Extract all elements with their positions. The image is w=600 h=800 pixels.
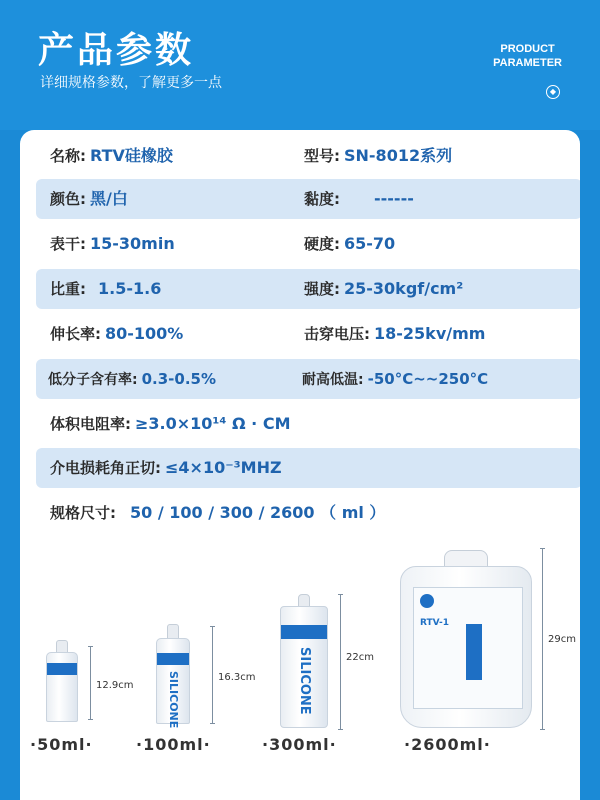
dimension-label: 22cm bbox=[346, 652, 374, 663]
param-value: RTV硅橡胶 bbox=[90, 146, 173, 165]
param-row bbox=[36, 448, 580, 488]
param-right bbox=[302, 359, 488, 399]
param-value: 25-30kgf/cm² bbox=[344, 279, 464, 298]
english-title-line1: PRODUCT bbox=[500, 43, 555, 55]
tube-body bbox=[46, 652, 78, 722]
param-left bbox=[50, 269, 161, 309]
param-right bbox=[304, 269, 463, 309]
product-300ml bbox=[280, 594, 328, 730]
param-right bbox=[304, 136, 452, 176]
param-row bbox=[36, 269, 580, 309]
param-row bbox=[36, 314, 580, 354]
param-value: ≥3.0×10¹⁴ Ω · CM bbox=[135, 414, 291, 433]
param-left bbox=[48, 359, 216, 399]
param-label: 体积电阻率: bbox=[50, 415, 131, 433]
product-sizes bbox=[0, 530, 600, 800]
english-title bbox=[493, 42, 562, 70]
page-subtitle: 详细规格参数，了解更多一点 bbox=[40, 75, 222, 91]
param-value: ------ bbox=[374, 189, 414, 208]
param-label: 击穿电压: bbox=[304, 325, 370, 343]
param-value: 65-70 bbox=[344, 234, 396, 253]
param-label: 型号: bbox=[304, 147, 340, 165]
size-label: ·100ml· bbox=[136, 735, 211, 754]
cartridge-body bbox=[280, 606, 328, 728]
dimension-label: 12.9cm bbox=[96, 680, 134, 691]
tube-text: SILICONE bbox=[167, 671, 180, 729]
tube-band bbox=[47, 663, 77, 675]
product-50ml bbox=[44, 640, 80, 724]
param-label: 比重: bbox=[50, 280, 86, 298]
param-row bbox=[36, 136, 580, 176]
param-label: 名称: bbox=[50, 147, 86, 165]
param-label: 介电损耗角正切: bbox=[50, 459, 161, 477]
param-right bbox=[304, 179, 414, 219]
param-label: 低分子含有率: bbox=[48, 372, 138, 388]
dimension-line bbox=[212, 626, 213, 724]
dimension-line bbox=[340, 594, 341, 730]
param-row bbox=[36, 179, 580, 219]
product-2600ml bbox=[400, 550, 532, 730]
size-label: ·50ml· bbox=[30, 735, 93, 754]
tube-band bbox=[157, 653, 189, 665]
param-left bbox=[50, 224, 175, 264]
param-left bbox=[50, 314, 183, 354]
param-value: 50 / 100 / 300 / 2600 （ ml ） bbox=[130, 503, 386, 522]
bottle-label-band bbox=[466, 624, 482, 680]
size-label: ·2600ml· bbox=[404, 735, 491, 754]
product-100ml bbox=[156, 624, 190, 729]
dimension-label: 29cm bbox=[548, 634, 576, 645]
param-left bbox=[50, 404, 291, 444]
param-label: 耐高低温: bbox=[302, 372, 364, 388]
param-label: 强度: bbox=[304, 280, 340, 298]
param-row bbox=[36, 404, 580, 444]
param-label: 黏度: bbox=[304, 190, 340, 208]
param-right bbox=[304, 224, 395, 264]
dimension-line bbox=[90, 646, 91, 720]
param-value: 80-100% bbox=[105, 324, 184, 343]
param-value: ≤4×10⁻³MHZ bbox=[165, 458, 282, 477]
param-value: 18-25kv/mm bbox=[374, 324, 486, 343]
bottle-body bbox=[400, 566, 532, 728]
param-row bbox=[36, 359, 580, 399]
param-right bbox=[304, 314, 485, 354]
page-title: 产品参数 bbox=[38, 30, 195, 71]
param-value: 黑/白 bbox=[90, 189, 128, 208]
bottle-label-text: RTV-1 bbox=[420, 618, 449, 628]
bottle-label bbox=[413, 587, 523, 709]
tube-body bbox=[156, 638, 190, 729]
param-row bbox=[36, 224, 580, 264]
param-value: 1.5-1.6 bbox=[98, 279, 162, 298]
param-value: SN-8012系列 bbox=[344, 146, 453, 165]
param-value: -50°C~~250°C bbox=[367, 370, 489, 388]
dimension-line bbox=[542, 548, 543, 730]
header bbox=[0, 0, 600, 130]
param-label: 伸长率: bbox=[50, 325, 101, 343]
dimension-label: 16.3cm bbox=[218, 672, 256, 683]
param-left bbox=[50, 448, 282, 488]
param-label: 表干: bbox=[50, 235, 86, 253]
logo-icon bbox=[420, 594, 434, 608]
param-left bbox=[50, 136, 173, 176]
param-value: 15-30min bbox=[90, 234, 175, 253]
size-label: ·300ml· bbox=[262, 735, 337, 754]
param-left bbox=[50, 179, 128, 219]
english-title-line2: PARAMETER bbox=[493, 57, 562, 69]
param-row bbox=[36, 493, 580, 533]
param-value: 0.3-0.5% bbox=[141, 370, 217, 388]
param-label: 颜色: bbox=[50, 190, 86, 208]
drop-icon: ◆ bbox=[546, 85, 560, 99]
cartridge-text: SILICONE bbox=[297, 647, 312, 715]
param-label: 规格尺寸: bbox=[50, 504, 116, 522]
cartridge-band bbox=[281, 625, 327, 639]
param-label: 硬度: bbox=[304, 235, 340, 253]
param-left bbox=[50, 493, 385, 533]
